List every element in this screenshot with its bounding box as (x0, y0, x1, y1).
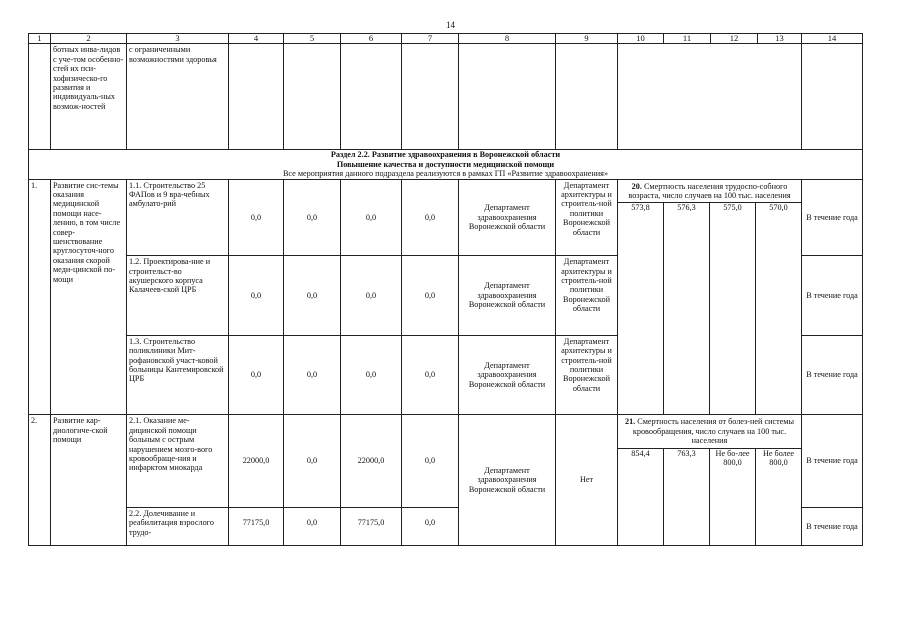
indicator-title: Смертность населения трудоспо-собного возраста, число случаев на 100 тыс. населения (628, 181, 791, 201)
item-name: 2.1. Оказание ме-дицинской помощи больным с острым нарушением мозго-вого кровообраще-ния и инфарктом миокарда (127, 415, 229, 507)
indicator-number: 20. (631, 181, 642, 191)
responsible-cell: Департамент здравоохранения Воронежской области (459, 335, 556, 415)
col-header: 3 (127, 34, 229, 44)
item-name: 2.2. Долечивание и реабилитация взрослого трудо- (127, 507, 229, 545)
section-title: Раздел 2.2. Развитие здравоохранения в Воронежской области (330, 150, 561, 160)
value-cell: 0,0 (284, 415, 341, 507)
indicator-block (618, 179, 802, 415)
section-subtitle: Повышение качества и доступности медицинской помощи (336, 159, 555, 169)
page-number: 14 (446, 20, 455, 30)
value-cell: 0,0 (341, 335, 402, 415)
value-cell: 0,0 (402, 507, 459, 545)
value-cell: 0,0 (402, 179, 459, 256)
responsible-cell: Департамент здравоохранения Воронежской области (459, 179, 556, 256)
task-number: 2. (29, 415, 51, 545)
cont-col3: с ограниченными возможностями здоровья (127, 44, 229, 150)
indicator-value: 854,4 (631, 448, 650, 458)
value-cell: 0,0 (341, 179, 402, 256)
cont-col2: ботных инва-лидов с уче-том особенно-стей их пси-хофизическо-го развития и индивидуаль-ных возмож-ностей (51, 44, 127, 150)
measures-table (28, 33, 863, 546)
col-header: 12 (711, 34, 758, 44)
col-header: 6 (341, 34, 402, 44)
value-cell: 0,0 (229, 335, 284, 415)
responsible-cell: Департамент здравоохранения Воронежской области (459, 256, 556, 336)
value-cell: 0,0 (284, 179, 341, 256)
task-number: 1. (29, 179, 51, 415)
value-cell: 0,0 (402, 256, 459, 336)
term-cell: В течение года (802, 335, 863, 415)
term-cell: В течение года (802, 415, 863, 507)
col-header: 4 (229, 34, 284, 44)
indicator-value: 576,3 (663, 203, 709, 414)
table-row (29, 415, 863, 507)
item-name: 1.1. Строительство 25 ФАПов и 9 вра-чебных амбулато-рий (127, 179, 229, 256)
coexecutor-cell: Департамент архитектуры и строитель-ной политики Воронежской области (556, 179, 618, 256)
indicator-block (618, 415, 802, 545)
indicator-value: Не более 800,0 (755, 449, 801, 545)
value-cell: 0,0 (402, 335, 459, 415)
table-row (29, 179, 863, 256)
col-header: 5 (284, 34, 341, 44)
col-header: 7 (402, 34, 459, 44)
col-header: 9 (556, 34, 618, 44)
col-header: 1 (29, 34, 51, 44)
indicator-value: 575,0 (709, 203, 755, 414)
indicator-value: Не бо-лее 800,0 (709, 449, 755, 545)
indicator-value: 763,3 (663, 449, 709, 545)
task-name: Развитие кар-диологиче-ской помощи (51, 415, 127, 545)
value-cell: 0,0 (284, 256, 341, 336)
continuation-row (29, 44, 863, 150)
value-cell: 0,0 (229, 179, 284, 256)
term-cell: В течение года (802, 179, 863, 256)
coexecutor-cell: Департамент архитектуры и строитель-ной политики Воронежской области (556, 335, 618, 415)
col-header: 2 (51, 34, 127, 44)
col-header: 11 (664, 34, 711, 44)
responsible-cell: Департамент здравоохранения Воронежской области (459, 415, 556, 545)
item-name: 1.2. Проектирова-ние и строительст-во акушерского корпуса Калачеев-ской ЦРБ (127, 256, 229, 336)
term-cell: В течение года (802, 256, 863, 336)
value-cell: 0,0 (341, 256, 402, 336)
value-cell: 0,0 (229, 256, 284, 336)
col-header: 13 (758, 34, 802, 44)
column-numbers-row (29, 34, 863, 44)
task-name: Развитие сис-темы оказания медицинской помощи насе-лению, в том числе совер-шенствование круглосуточ-ного оказания скорой меди-цинской по-мощи (51, 179, 127, 415)
section-note: Все мероприятия данного подраздела реализуются в рамках ГП «Развитие здравоохранения» (282, 169, 609, 179)
indicator-value: 573,8 (631, 203, 650, 213)
coexecutor-cell: Нет (556, 415, 618, 545)
value-cell: 77175,0 (341, 507, 402, 545)
indicator-title: Смертность населения от болез-ней системы кровообращения, число случаев на 100 тыс. населения (632, 417, 794, 446)
indicator-value: 570,0 (755, 203, 801, 414)
col-header: 14 (802, 34, 863, 44)
value-cell: 0,0 (284, 507, 341, 545)
value-cell: 22000,0 (229, 415, 284, 507)
section-header (29, 150, 863, 179)
term-cell: В течение года (802, 507, 863, 545)
value-cell: 22000,0 (341, 415, 402, 507)
value-cell: 0,0 (284, 335, 341, 415)
indicator-number: 21. (624, 417, 636, 427)
item-name: 1.3. Строительство поликлиники Мит-рофановской участ-ковой больницы Кантемировской ЦРБ (127, 335, 229, 415)
value-cell: 77175,0 (229, 507, 284, 545)
coexecutor-cell: Департамент архитектуры и строитель-ной политики Воронежской области (556, 256, 618, 336)
col-header: 10 (618, 34, 664, 44)
value-cell: 0,0 (402, 415, 459, 507)
col-header: 8 (459, 34, 556, 44)
